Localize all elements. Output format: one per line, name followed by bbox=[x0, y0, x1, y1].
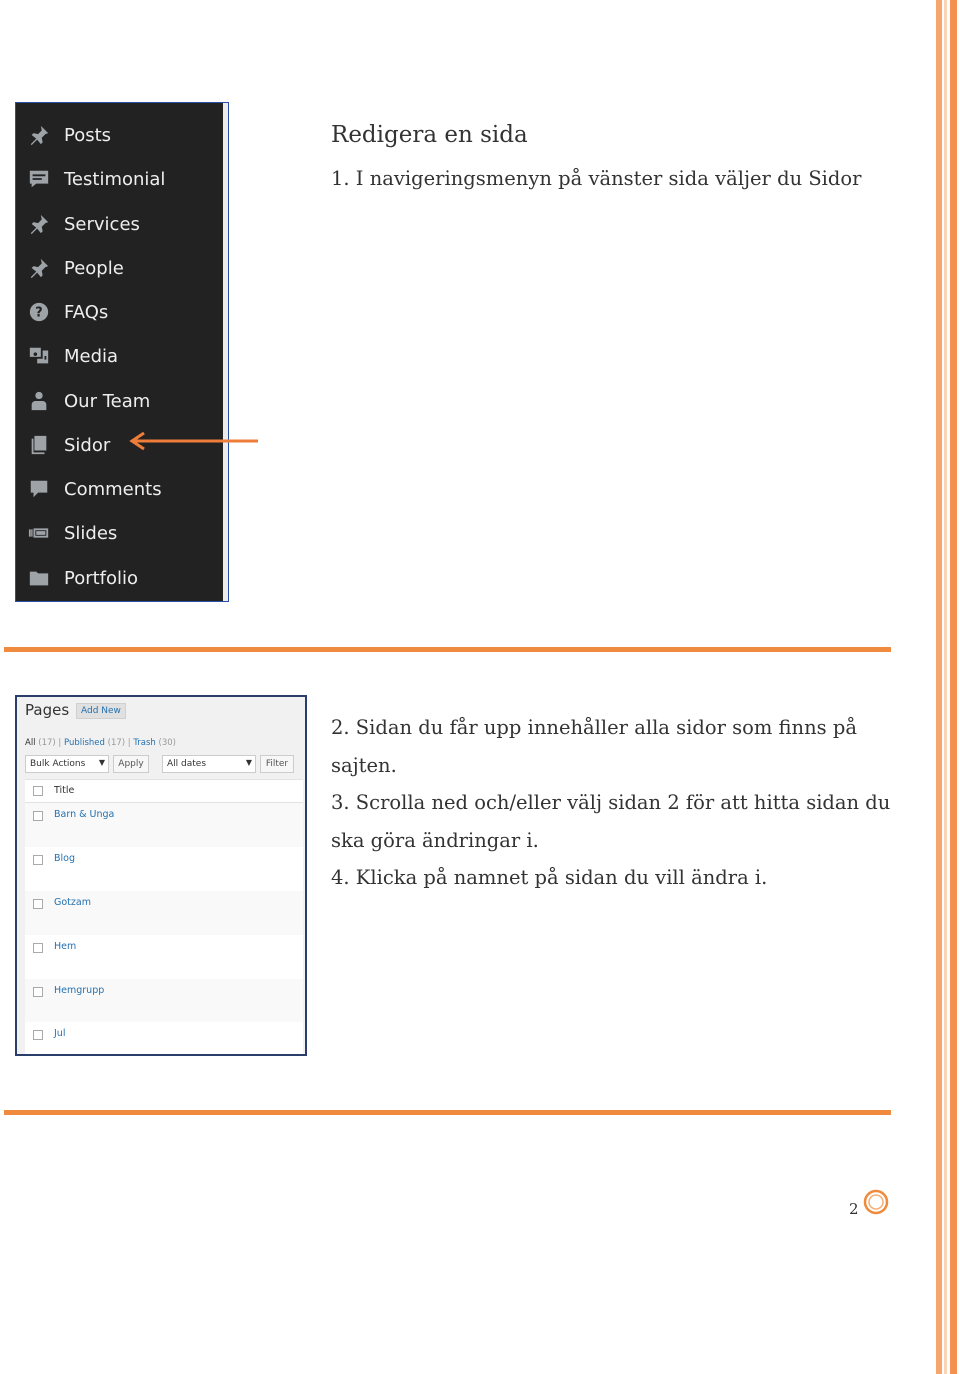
page-link[interactable]: Gotzam bbox=[54, 897, 91, 908]
pin-icon bbox=[26, 255, 52, 281]
column-title[interactable]: Title bbox=[54, 785, 75, 796]
page-link[interactable]: Jul bbox=[54, 1028, 66, 1039]
sidebar-item-faqs[interactable] bbox=[26, 292, 108, 332]
pointer-arrow-icon bbox=[128, 428, 262, 452]
sidebar-item-label: Sidor bbox=[64, 434, 111, 456]
filter-trash[interactable]: Trash bbox=[133, 738, 156, 748]
page-link[interactable]: Hemgrupp bbox=[54, 985, 105, 996]
filter-button[interactable]: Filter bbox=[260, 755, 294, 773]
row-checkbox[interactable] bbox=[33, 811, 43, 821]
bulk-actions-label: Bulk Actions bbox=[30, 759, 86, 769]
page-link[interactable]: Barn & Unga bbox=[54, 809, 115, 820]
sidebar-item-label: People bbox=[64, 257, 124, 279]
table-row bbox=[25, 1022, 303, 1054]
edge-stripe-outer bbox=[950, 0, 957, 1374]
media-icon bbox=[26, 343, 52, 369]
sidebar-item-testimonial[interactable] bbox=[26, 159, 165, 199]
sidebar-item-label: Services bbox=[64, 213, 140, 235]
filter-trash-count: (30) bbox=[158, 738, 176, 748]
question-circle-icon bbox=[26, 299, 52, 325]
sidebar-edge bbox=[223, 103, 228, 601]
sidebar-item-sidor[interactable] bbox=[26, 425, 110, 465]
dropdown-arrow-icon: ▼ bbox=[98, 758, 105, 767]
pages-list-screenshot bbox=[15, 695, 307, 1056]
table-row bbox=[25, 847, 303, 891]
sidebar-item-label: Testimonial bbox=[64, 168, 166, 190]
orange-divider bbox=[4, 1110, 891, 1115]
table-header bbox=[25, 779, 303, 803]
page-link[interactable]: Hem bbox=[54, 941, 77, 952]
bulk-actions-select[interactable] bbox=[25, 755, 109, 773]
filter-all-count: (17) bbox=[38, 738, 56, 748]
sidebar-item-services[interactable] bbox=[26, 204, 140, 244]
status-filters: All (17) | Published (17) | Trash (30) bbox=[25, 738, 176, 748]
sidebar-item-our-team[interactable] bbox=[26, 381, 150, 421]
sidebar-item-label: Our Team bbox=[64, 390, 151, 412]
sidebar-item-posts[interactable] bbox=[26, 115, 111, 155]
filter-published[interactable]: Published bbox=[63, 738, 105, 748]
ring-ornament-icon bbox=[863, 1189, 889, 1215]
page-link[interactable]: Blog bbox=[54, 853, 75, 864]
sidebar-item-portfolio[interactable] bbox=[26, 558, 138, 598]
pages-title: Pages bbox=[25, 701, 70, 719]
step-3-line-1: 3. Scrolla ned och/eller välj sidan 2 för att hitta sidan du bbox=[331, 791, 891, 814]
sidebar-item-label: Slides bbox=[64, 522, 118, 544]
row-checkbox[interactable] bbox=[33, 987, 43, 997]
sidebar-item-slides[interactable] bbox=[26, 513, 117, 553]
edge-stripe-light bbox=[944, 0, 947, 1374]
comment-lines-icon bbox=[26, 166, 52, 192]
row-checkbox[interactable] bbox=[33, 855, 43, 865]
step-2-line-1: 2. Sidan du får upp innehåller alla sidor som finns på bbox=[331, 716, 857, 739]
step-3-line-2: ska göra ändringar i. bbox=[331, 829, 539, 852]
filter-all[interactable]: All bbox=[25, 738, 36, 748]
step-1-text: 1. I navigeringsmenyn på vänster sida väljer du Sidor bbox=[331, 167, 862, 190]
sidebar-item-label: FAQs bbox=[64, 301, 109, 323]
row-checkbox[interactable] bbox=[33, 899, 43, 909]
pin-icon bbox=[26, 211, 52, 237]
select-all-checkbox[interactable] bbox=[33, 786, 43, 796]
table-row bbox=[25, 979, 303, 1023]
sidebar-item-label: Media bbox=[64, 345, 119, 367]
all-dates-select[interactable] bbox=[162, 755, 256, 773]
pages-icon bbox=[26, 432, 52, 458]
sidebar-item-label: Portfolio bbox=[64, 567, 139, 589]
row-checkbox[interactable] bbox=[33, 1030, 43, 1040]
row-checkbox[interactable] bbox=[33, 943, 43, 953]
sidebar-item-comments[interactable] bbox=[26, 469, 162, 509]
sidebar-item-label: Comments bbox=[64, 478, 162, 500]
sidebar-item-people[interactable] bbox=[26, 248, 124, 288]
table-row bbox=[25, 935, 303, 979]
table-row bbox=[25, 803, 303, 847]
sidebar-item-label: Posts bbox=[64, 124, 112, 146]
sidebar-item-media[interactable] bbox=[26, 336, 118, 376]
step-4-text: 4. Klicka på namnet på sidan du vill ändra i. bbox=[331, 866, 768, 889]
apply-button[interactable]: Apply bbox=[113, 755, 149, 773]
admin-sidebar-screenshot bbox=[15, 102, 229, 602]
orange-divider bbox=[4, 647, 891, 652]
dropdown-arrow-icon: ▼ bbox=[245, 758, 252, 767]
add-new-button[interactable]: Add New bbox=[76, 703, 126, 719]
users-icon bbox=[26, 388, 52, 414]
svg-text:?: ? bbox=[35, 305, 43, 321]
slides-icon bbox=[26, 520, 52, 546]
all-dates-label: All dates bbox=[167, 759, 207, 769]
page-number: 2 bbox=[849, 1200, 859, 1218]
step-2-line-2: sajten. bbox=[331, 754, 397, 777]
folder-icon bbox=[26, 565, 52, 591]
filter-published-count: (17) bbox=[107, 738, 126, 748]
speech-bubble-icon bbox=[26, 476, 52, 502]
table-row bbox=[25, 891, 303, 935]
section-heading: Redigera en sida bbox=[331, 122, 528, 148]
pin-icon bbox=[26, 122, 52, 148]
edge-stripe bbox=[936, 0, 942, 1374]
